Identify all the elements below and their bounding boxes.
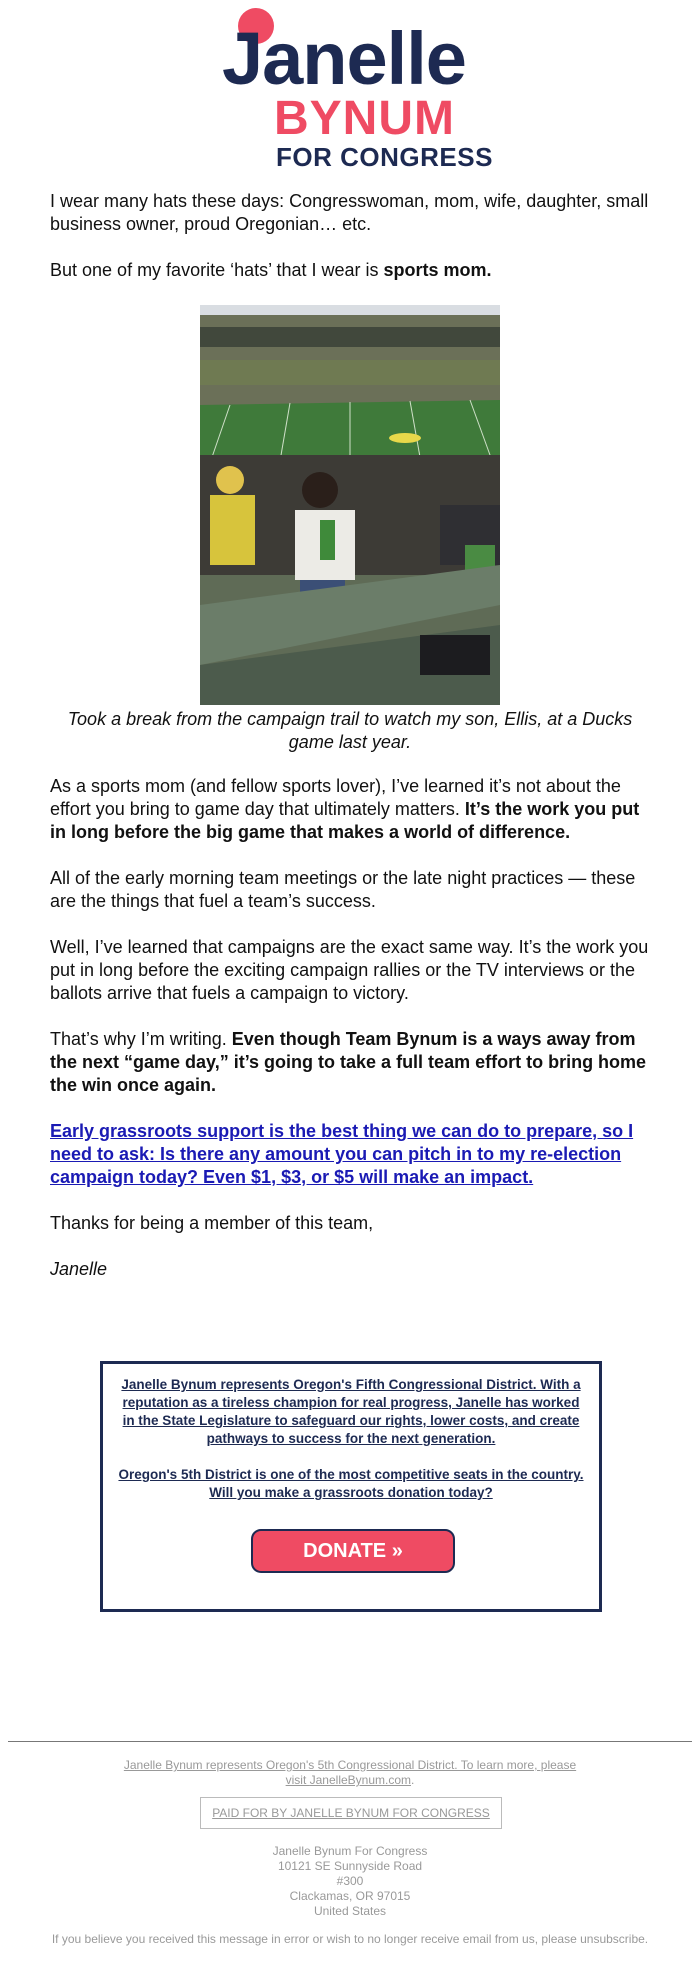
unsubscribe-notice[interactable]: If you believe you received this message in error or wish to no longer receive email from us, please unsubscribe.	[51, 1932, 649, 1946]
paragraph-sports-mom: But one of my favorite ‘hats’ that I wear is sports mom.	[50, 260, 492, 280]
address-line: Janelle Bynum For Congress	[272, 1844, 428, 1858]
callout-district-text[interactable]: Janelle Bynum represents Oregon's Fifth Congressional District. With a reputation as a tireless champion for real progress, Janelle has worked in the State Legislature to safeguard our rights, lower costs, and create pathways to success for the next generation.	[121, 1377, 581, 1446]
logo-last-name: BYNUM	[274, 92, 455, 145]
logo-tagline: FOR CONGRESS	[276, 142, 493, 172]
address-line: #300	[336, 1874, 364, 1888]
donation-ask-link[interactable]: Early grassroots support is the best thing we can do to prepare, so I need to ask: Is there any amount you can pitch in to my re-election campaign today? Even $1, $3, or $5 will make an impact.	[50, 1121, 634, 1187]
paragraph-hats: I wear many hats these days: Congresswoman, mom, wife, daughter, small business owner, proud Oregonian… etc.	[50, 191, 649, 234]
footer-site-link[interactable]: JanelleBynum.com	[309, 1773, 412, 1787]
address-line: 10121 SE Sunnyside Road	[277, 1859, 423, 1873]
address-line: Clackamas, OR 97015	[289, 1889, 411, 1903]
signature: Janelle	[50, 1259, 108, 1279]
paid-for-disclaimer: PAID FOR BY JANELLE BYNUM FOR CONGRESS	[200, 1797, 502, 1829]
paragraph-writing: That’s why I’m writing. Even though Team Bynum is a ways away from the next “game day,” it’s going to take a full team effort to bring home the win once again.	[50, 1029, 647, 1095]
paragraph-practices: All of the early morning team meetings or the late night practices — these are the things that fuel a team’s success.	[50, 868, 636, 911]
paragraph-campaigns: Well, I’ve learned that campaigns are the exact same way. It’s the work you put in long before the exciting campaign rallies or the TV interviews or the ballots arrive that fuels a campaign to victory.	[50, 937, 649, 1003]
footer-divider	[8, 1741, 692, 1742]
stadium-photo	[200, 305, 500, 705]
campaign-logo	[0, 0, 700, 180]
donate-button[interactable]: DONATE »	[251, 1529, 455, 1573]
footer-address	[0, 1844, 700, 1919]
footer-represents: Janelle Bynum represents Oregon's 5th Congressional District. To learn more, please visit JanelleBynum.com.	[123, 1758, 577, 1787]
paragraph-effort: As a sports mom (and fellow sports lover), I’ve learned it’s not about the effort you bring to game day that ultimately matters. It’s the work you put in long before the big game that makes a world of difference.	[50, 776, 640, 842]
logo-first-name: Janelle	[222, 17, 466, 100]
photo-caption: Took a break from the campaign trail to watch my son, Ellis, at a Ducks game last year.	[67, 709, 633, 752]
address-line: United States	[313, 1904, 387, 1918]
thanks-line: Thanks for being a member of this team,	[50, 1213, 374, 1233]
donation-callout-box	[100, 1361, 602, 1612]
callout-competitive-text[interactable]: Oregon's 5th District is one of the most competitive seats in the country. Will you make a grassroots donation today?	[118, 1467, 584, 1500]
